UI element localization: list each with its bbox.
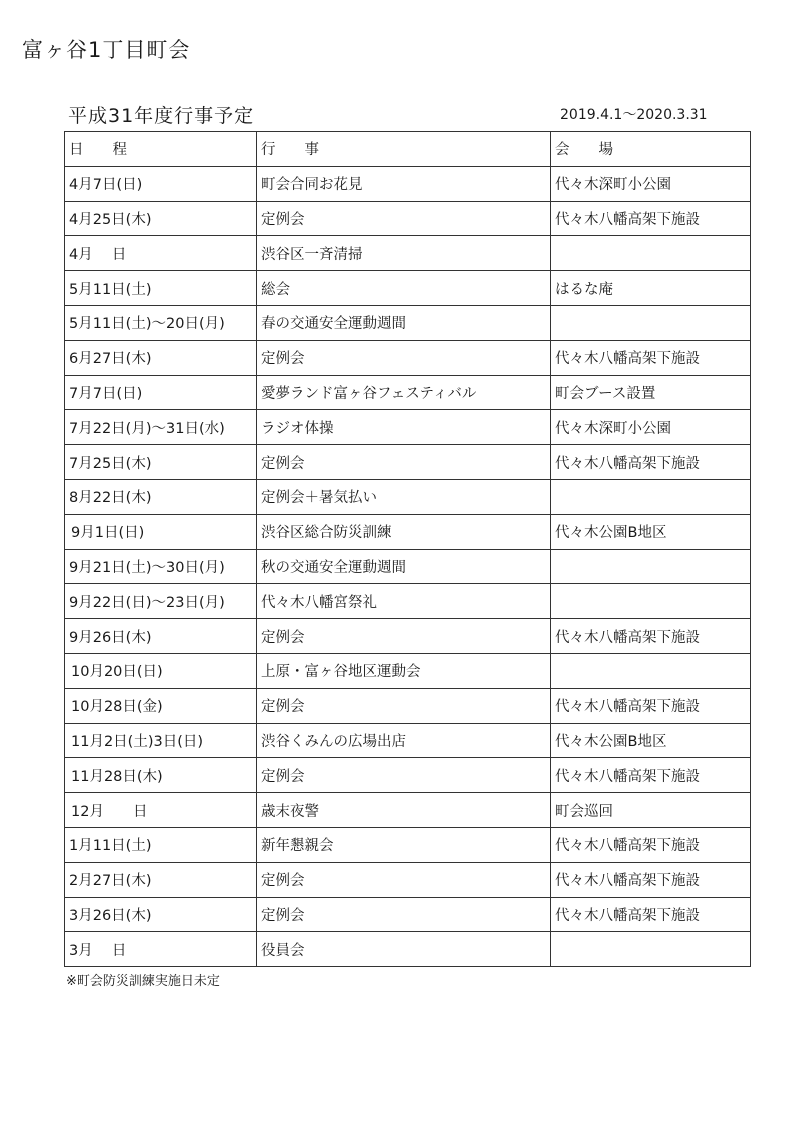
schedule-venue-cell xyxy=(551,236,751,271)
schedule-date-cell: 3月26日(木) xyxy=(65,897,257,932)
schedule-date-cell: 9月21日(土)～30日(月) xyxy=(65,549,257,584)
table-row xyxy=(65,793,751,828)
table-row xyxy=(65,932,751,967)
schedule-event-cell: 定例会 xyxy=(257,619,551,654)
schedule-event-cell: 総会 xyxy=(257,271,551,306)
schedule-event-cell: 定例会 xyxy=(257,340,551,375)
schedule-date-cell: 10月28日(金) xyxy=(65,688,257,723)
schedule-event-cell: 渋谷区総合防災訓練 xyxy=(257,514,551,549)
schedule-venue-cell xyxy=(551,653,751,688)
schedule-event-cell: 歳末夜警 xyxy=(257,793,551,828)
table-row xyxy=(65,897,751,932)
column-header-venue: 会 場 xyxy=(551,132,751,167)
schedule-date-cell: 12月 日 xyxy=(65,793,257,828)
schedule-event-cell: 上原・富ヶ谷地区運動会 xyxy=(257,653,551,688)
schedule-date-cell: 6月27日(木) xyxy=(65,340,257,375)
schedule-date-cell: 7月22日(月)～31日(水) xyxy=(65,410,257,445)
schedule-venue-cell xyxy=(551,305,751,340)
schedule-event-cell: 定例会＋暑気払い xyxy=(257,479,551,514)
schedule-venue-cell: 代々木公園B地区 xyxy=(551,723,751,758)
schedule-date-cell: 4月25日(木) xyxy=(65,201,257,236)
schedule-date-cell: 11月2日(土)3日(日) xyxy=(65,723,257,758)
schedule-event-cell: 春の交通安全運動週間 xyxy=(257,305,551,340)
schedule-venue-cell xyxy=(551,584,751,619)
schedule-event-cell: 役員会 xyxy=(257,932,551,967)
table-row xyxy=(65,479,751,514)
schedule-event-cell: 定例会 xyxy=(257,688,551,723)
table-row xyxy=(65,723,751,758)
schedule-event-cell: 愛夢ランド富ヶ谷フェスティバル xyxy=(257,375,551,410)
schedule-event-cell: 新年懇親会 xyxy=(257,827,551,862)
column-header-date: 日 程 xyxy=(65,132,257,167)
table-header-row xyxy=(65,132,751,167)
schedule-date-cell: 4月 日 xyxy=(65,236,257,271)
schedule-date-cell: 9月22日(日)～23日(月) xyxy=(65,584,257,619)
schedule-date-cell: 4月7日(日) xyxy=(65,166,257,201)
schedule-date-cell: 3月 日 xyxy=(65,932,257,967)
schedule-venue-cell: 代々木深町小公園 xyxy=(551,410,751,445)
fiscal-period: 2019.4.1～2020.3.31 xyxy=(560,107,708,123)
schedule-event-cell: ラジオ体操 xyxy=(257,410,551,445)
schedule-event-cell: 渋谷区一斉清掃 xyxy=(257,236,551,271)
schedule-event-cell: 定例会 xyxy=(257,897,551,932)
schedule-event-cell: 渋谷くみんの広場出店 xyxy=(257,723,551,758)
schedule-venue-cell xyxy=(551,932,751,967)
footnote: ※町会防災訓練実施日未定 xyxy=(66,974,220,989)
document-title: 平成31年度行事予定 xyxy=(68,105,255,127)
schedule-venue-cell: 代々木八幡高架下施設 xyxy=(551,862,751,897)
table-row xyxy=(65,862,751,897)
schedule-event-cell: 代々木八幡宮祭礼 xyxy=(257,584,551,619)
schedule-venue-cell: 代々木八幡高架下施設 xyxy=(551,688,751,723)
schedule-event-cell: 定例会 xyxy=(257,758,551,793)
schedule-date-cell: 9月26日(木) xyxy=(65,619,257,654)
schedule-date-cell: 10月20日(日) xyxy=(65,653,257,688)
schedule-venue-cell xyxy=(551,549,751,584)
table-row xyxy=(65,688,751,723)
table-row xyxy=(65,271,751,306)
schedule-event-cell: 定例会 xyxy=(257,862,551,897)
schedule-venue-cell: 代々木八幡高架下施設 xyxy=(551,201,751,236)
table-row xyxy=(65,584,751,619)
table-row xyxy=(65,514,751,549)
schedule-date-cell: 8月22日(木) xyxy=(65,479,257,514)
table-row xyxy=(65,305,751,340)
schedule-venue-cell: 代々木八幡高架下施設 xyxy=(551,897,751,932)
schedule-venue-cell: 町会巡回 xyxy=(551,793,751,828)
schedule-body xyxy=(65,166,751,966)
schedule-event-cell: 町会合同お花見 xyxy=(257,166,551,201)
table-row xyxy=(65,827,751,862)
schedule-venue-cell: はるな庵 xyxy=(551,271,751,306)
organization-name: 富ヶ谷1丁目町会 xyxy=(22,38,191,62)
table-row xyxy=(65,653,751,688)
table-row xyxy=(65,375,751,410)
schedule-date-cell: 5月11日(土)～20日(月) xyxy=(65,305,257,340)
schedule-venue-cell: 町会ブース設置 xyxy=(551,375,751,410)
schedule-date-cell: 5月11日(土) xyxy=(65,271,257,306)
schedule-event-cell: 秋の交通安全運動週間 xyxy=(257,549,551,584)
table-row xyxy=(65,236,751,271)
table-row xyxy=(65,410,751,445)
table-row xyxy=(65,619,751,654)
schedule-date-cell: 9月1日(日) xyxy=(65,514,257,549)
schedule-venue-cell: 代々木八幡高架下施設 xyxy=(551,445,751,480)
table-row xyxy=(65,549,751,584)
table-row xyxy=(65,201,751,236)
table-row xyxy=(65,340,751,375)
schedule-venue-cell: 代々木深町小公園 xyxy=(551,166,751,201)
schedule-date-cell: 11月28日(木) xyxy=(65,758,257,793)
schedule-date-cell: 7月7日(日) xyxy=(65,375,257,410)
schedule-date-cell: 1月11日(土) xyxy=(65,827,257,862)
schedule-date-cell: 7月25日(木) xyxy=(65,445,257,480)
schedule-venue-cell xyxy=(551,479,751,514)
schedule-event-cell: 定例会 xyxy=(257,445,551,480)
column-header-event: 行 事 xyxy=(257,132,551,167)
table-row xyxy=(65,166,751,201)
schedule-venue-cell: 代々木公園B地区 xyxy=(551,514,751,549)
table-row xyxy=(65,758,751,793)
schedule-venue-cell: 代々木八幡高架下施設 xyxy=(551,340,751,375)
schedule-venue-cell: 代々木八幡高架下施設 xyxy=(551,827,751,862)
schedule-event-cell: 定例会 xyxy=(257,201,551,236)
schedule-venue-cell: 代々木八幡高架下施設 xyxy=(551,619,751,654)
table-row xyxy=(65,445,751,480)
schedule-venue-cell: 代々木八幡高架下施設 xyxy=(551,758,751,793)
schedule-table xyxy=(64,131,751,967)
schedule-date-cell: 2月27日(木) xyxy=(65,862,257,897)
